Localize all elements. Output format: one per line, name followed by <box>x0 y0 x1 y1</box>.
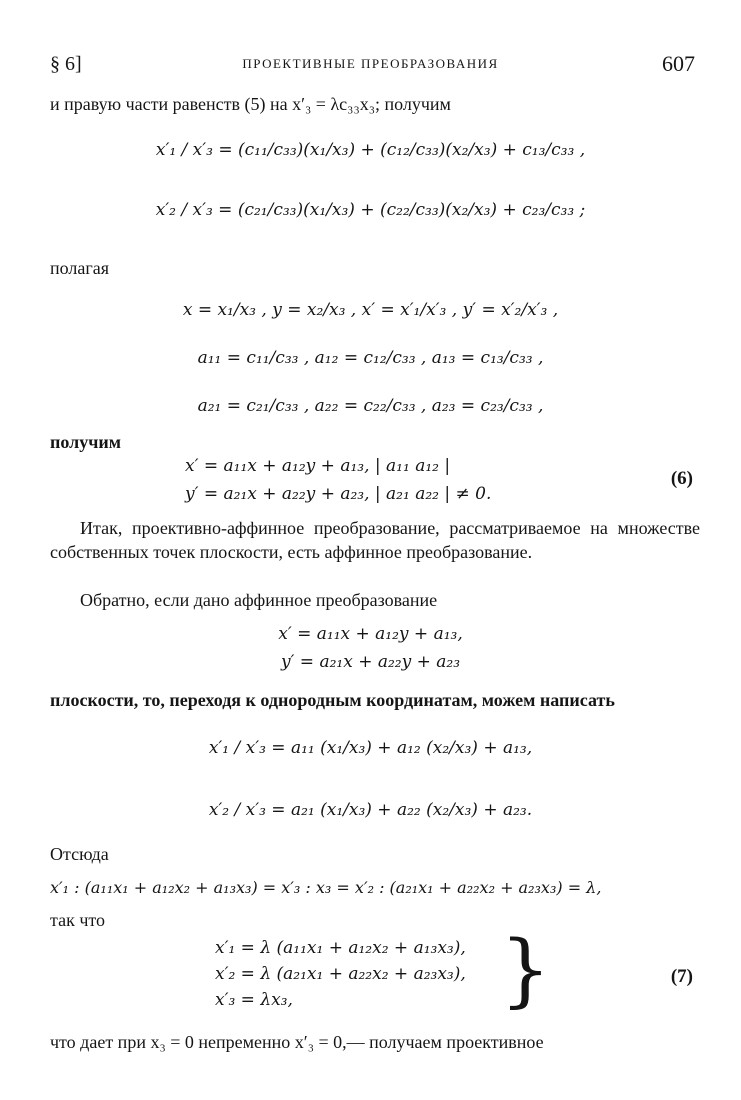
equation-3b: y′ = a₂₁x + a₂₂y + a₂₃ <box>280 652 461 672</box>
section-marker: § 6] <box>50 53 82 75</box>
equation-2b: a₁₁ = c₁₁/c₃₃ , a₁₂ = c₁₂/c₃₃ , a₁₃ = c₁₃/c₃₃ , <box>197 348 544 368</box>
text-otsyuda: Отсюда <box>50 844 109 864</box>
equation-2c: a₂₁ = c₂₁/c₃₃ , a₂₂ = c₂₂/c₃₃ , a₂₃ = c₂₃/c₃₃ , <box>197 396 544 416</box>
text-homogeneous: плоскости, то, переходя к однородным координатам, можем написать <box>50 690 615 710</box>
paragraph-conclusion: Итак, проективно-аффинное преобразование, рассматриваемое на множестве собственных точек плоскости, есть аффинное преобразование. <box>50 518 700 562</box>
equation-number-6: (6) <box>670 468 693 489</box>
equation-7a: x′₁ = λ (a₁₁x₁ + a₁₂x₂ + a₁₃x₃), <box>215 938 466 958</box>
equation-3a: x′ = a₁₁x + a₁₂y + a₁₃, <box>278 624 463 644</box>
text-poluchim: получим <box>50 432 122 452</box>
equation-1a: x′₁ / x′₃ = (c₁₁/c₃₃)(x₁/x₃) + (c₁₂/c₃₃)(x₂/x₃) + c₁₃/c₃₃ , <box>155 140 586 160</box>
equation-number-7: (7) <box>670 966 693 987</box>
brace-7: } <box>500 923 551 1016</box>
equation-7b: x′₂ = λ (a₂₁x₁ + a₂₂x₂ + a₂₃x₃), <box>215 964 466 984</box>
equation-7c: x′₃ = λx₃, <box>215 990 293 1010</box>
text-line-intro: и правую части равенств (5) на x′₃ = λc₃₃x₃; получим <box>50 94 451 114</box>
equation-5: x′₁ : (a₁₁x₁ + a₁₂x₂ + a₁₃x₃) = x′₃ : x₃ = x′₂ : (a₂₁x₁ + a₂₂x₂ + a₂₃x₃) = λ, <box>50 878 602 897</box>
paragraph-converse: Обратно, если дано аффинное преобразование <box>80 590 438 610</box>
equation-4b: x′₂ / x′₃ = a₂₁ (x₁/x₃) + a₂₂ (x₂/x₃) + a₂₃. <box>208 800 533 820</box>
text-last-line: что дает при x₃ = 0 непременно x′₃ = 0,— получаем проективное <box>50 1032 544 1052</box>
equation-6b: y′ = a₂₁x + a₂₂y + a₂₃, | a₂₁ a₂₂ | ≠ 0. <box>185 484 492 504</box>
running-title: ПРОЕКТИВНЫЕ ПРЕОБРАЗОВАНИЯ <box>242 56 499 71</box>
text-tak-chto: так что <box>50 910 106 930</box>
text-polagaya: полагая <box>50 258 110 278</box>
page-number: 607 <box>662 51 695 76</box>
equation-6a: x′ = a₁₁x + a₁₂y + a₁₃, | a₁₁ a₁₂ | <box>185 456 451 476</box>
equation-1b: x′₂ / x′₃ = (c₂₁/c₃₃)(x₁/x₃) + (c₂₂/c₃₃)(x₂/x₃) + c₂₃/c₃₃ ; <box>155 200 586 220</box>
equation-2a: x = x₁/x₃ , y = x₂/x₃ , x′ = x′₁/x′₃ , y′ = x′₂/x′₃ , <box>182 300 559 320</box>
equation-4a: x′₁ / x′₃ = a₁₁ (x₁/x₃) + a₁₂ (x₂/x₃) + a₁₃, <box>208 738 533 758</box>
